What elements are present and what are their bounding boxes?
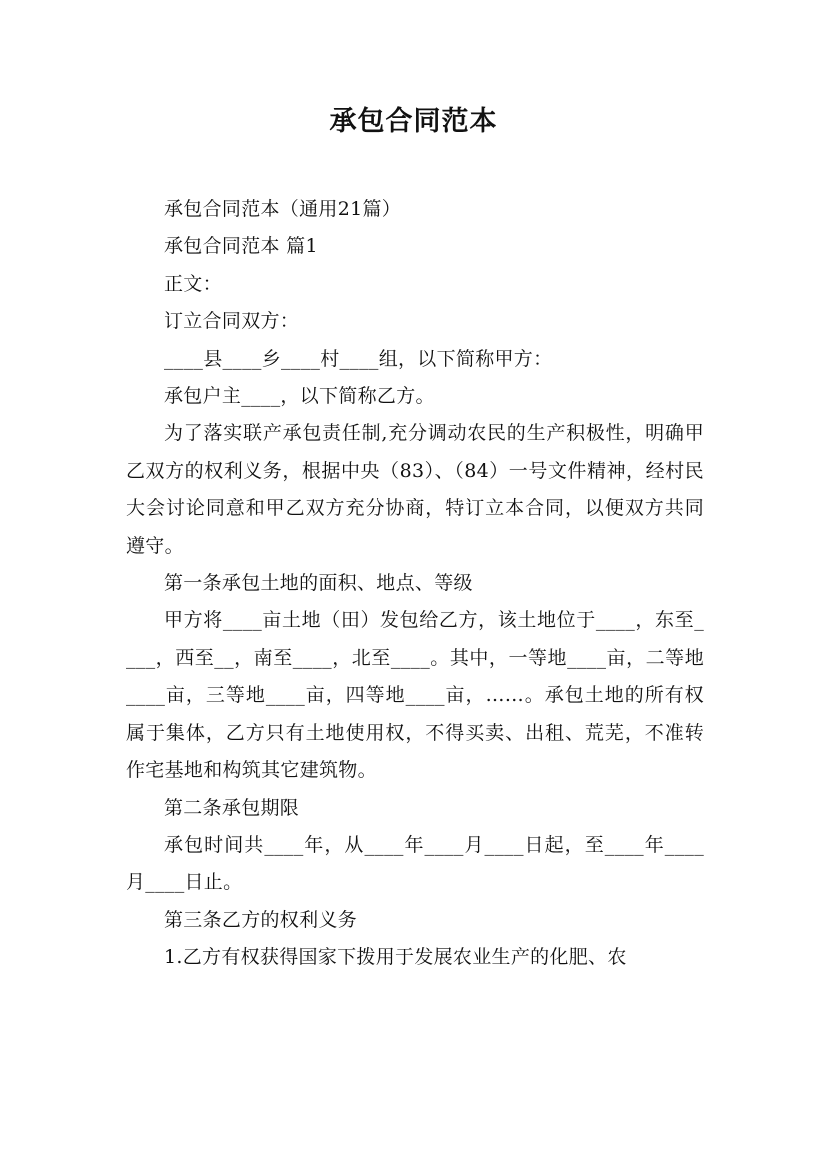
clause-body-3-item-1: 1.乙方有权获得国家下拨用于发展农业生产的化肥、农	[164, 946, 627, 969]
paragraph-section-heading: 承包合同范本 篇1	[164, 235, 318, 258]
clause-body-1: 甲方将____亩土地（田）发包给乙方，该土地位于____，东至____，西至__，南至____，北至____。其中，一等地____亩，二等地____亩，三等地____亩，四等地____亩，……。承包土地的所有权属于集体，乙方只有土地使用权，不得买卖、出租、荒芜，不准转作宅基地和构筑其它建筑物。	[126, 609, 704, 782]
clause-body-2: 承包时间共____年，从____年____月____日起，至____年____月____日止。	[126, 833, 704, 894]
clause-heading-3: 第三条乙方的权利义务	[164, 908, 358, 931]
paragraph-party-b: 承包户主____，以下简称乙方。	[164, 385, 435, 408]
paragraph-body-label: 正文：	[164, 272, 222, 295]
document-body	[126, 191, 704, 977]
paragraph-parties-label: 订立合同双方：	[164, 310, 300, 333]
paragraph-party-a: ____县____乡____村____组，以下简称甲方：	[164, 347, 553, 370]
document-title: 承包合同范本	[329, 106, 498, 137]
paragraph-preamble: 为了落实联产承包责任制,充分调动农民的生产积极性，明确甲乙双方的权利义务，根据中央（83）、（84）一号文件精神，经村民大会讨论同意和甲乙双方充分协商，特订立本合同，以便双方共同遵守。	[126, 422, 704, 557]
clause-heading-1: 第一条承包土地的面积、地点、等级	[164, 572, 473, 595]
paragraph-subtitle: 承包合同范本（通用21篇）	[164, 198, 402, 220]
clause-heading-2: 第二条承包期限	[164, 796, 300, 819]
